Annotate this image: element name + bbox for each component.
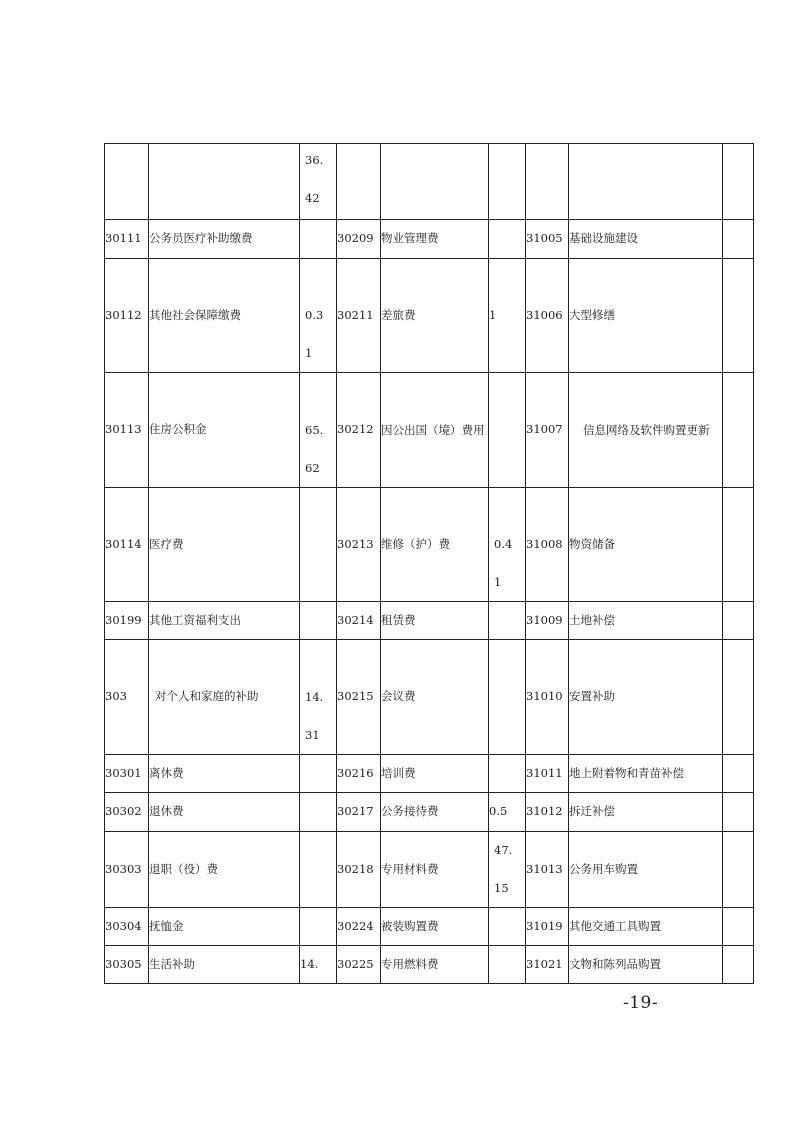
code-cell: 30303 [105, 832, 149, 908]
name-cell: 退休费 [149, 793, 300, 832]
code-cell: 30114 [105, 488, 149, 602]
amount-cell [723, 220, 754, 259]
name-cell: 公务用车购置 [569, 832, 723, 908]
amount-line-1: 0.3 [305, 308, 324, 322]
amount-cell [489, 144, 526, 220]
table-row [105, 755, 754, 793]
code-cell: 30225 [337, 946, 381, 984]
amount-cell: 1 [489, 259, 526, 373]
name-cell: 其他社会保障缴费 [149, 259, 300, 373]
code-cell: 30212 [337, 373, 381, 488]
code-cell: 31009 [526, 602, 569, 640]
amount-cell [723, 144, 754, 220]
code-cell: 30302 [105, 793, 149, 832]
amount-cell [723, 755, 754, 793]
code-cell: 30199 [105, 602, 149, 640]
code-cell: 31019 [526, 908, 569, 946]
amount-cell [300, 144, 337, 220]
name-cell: 土地补偿 [569, 602, 723, 640]
amount-line-2: 31 [305, 728, 320, 742]
code-cell: 30213 [337, 488, 381, 602]
code-cell: 31011 [526, 755, 569, 793]
amount-line-1: 36. [305, 153, 324, 167]
name-cell: 物资储备 [569, 488, 723, 602]
code-cell: 31008 [526, 488, 569, 602]
table-row [105, 373, 754, 488]
code-cell: 30216 [337, 755, 381, 793]
amount-cell [300, 755, 337, 793]
code-cell: 31012 [526, 793, 569, 832]
name-cell: 其他工资福利支出 [149, 602, 300, 640]
amount-cell: 14. [300, 946, 337, 984]
name-cell: 租赁费 [381, 602, 489, 640]
code-cell: 31007 [526, 373, 569, 488]
name-cell: 生活补助 [149, 946, 300, 984]
amount-cell [489, 832, 526, 908]
amount-cell [300, 259, 337, 373]
amount-cell [300, 373, 337, 488]
page-number: -19- [623, 993, 659, 1013]
name-cell [381, 144, 489, 220]
name-cell: 基础设施建设 [569, 220, 723, 259]
name-cell: 抚恤金 [149, 908, 300, 946]
table-row [105, 144, 754, 220]
amount-line-2: 1 [494, 575, 502, 589]
name-cell: 公务接待费 [381, 793, 489, 832]
amount-cell [723, 602, 754, 640]
name-cell: 退职（役）费 [149, 832, 300, 908]
table-row [105, 946, 754, 984]
amount-cell [489, 373, 526, 488]
name-cell: 其他交通工具购置 [569, 908, 723, 946]
name-cell: 被装购置费 [381, 908, 489, 946]
table-row [105, 793, 754, 832]
name-cell: 安置补助 [569, 640, 723, 755]
amount-cell [723, 488, 754, 602]
amount-cell [300, 832, 337, 908]
amount-line-1: 0.4 [494, 537, 513, 551]
code-cell [526, 144, 569, 220]
amount-cell [489, 640, 526, 755]
code-cell: 30218 [337, 832, 381, 908]
name-cell: 离休费 [149, 755, 300, 793]
code-cell: 30209 [337, 220, 381, 259]
name-cell: 物业管理费 [381, 220, 489, 259]
amount-line-1: 14. [305, 690, 324, 704]
code-cell: 30111 [105, 220, 149, 259]
amount-cell [300, 488, 337, 602]
name-cell: 拆迁补偿 [569, 793, 723, 832]
name-cell: 培训费 [381, 755, 489, 793]
table-row [105, 908, 754, 946]
amount-cell: 0.5 [489, 793, 526, 832]
code-cell: 30224 [337, 908, 381, 946]
code-cell [337, 144, 381, 220]
amount-line-2: 1 [305, 346, 313, 360]
table-row [105, 220, 754, 259]
code-cell: 31005 [526, 220, 569, 259]
code-cell: 30113 [105, 373, 149, 488]
name-cell: 因公出国（境）费用 [381, 373, 489, 488]
table-row [105, 602, 754, 640]
code-cell: 30217 [337, 793, 381, 832]
table-row [105, 832, 754, 908]
name-cell: 大型修缮 [569, 259, 723, 373]
code-cell: 30301 [105, 755, 149, 793]
code-cell: 30112 [105, 259, 149, 373]
name-cell: 会议费 [381, 640, 489, 755]
amount-cell [489, 755, 526, 793]
name-cell [569, 373, 723, 488]
code-cell: 31006 [526, 259, 569, 373]
amount-cell [723, 373, 754, 488]
amount-cell [489, 488, 526, 602]
amount-cell [489, 946, 526, 984]
code-cell: 30215 [337, 640, 381, 755]
name-cell: 住房公积金 [149, 373, 300, 488]
table-row [105, 640, 754, 755]
name-cell [149, 144, 300, 220]
code-cell: 30305 [105, 946, 149, 984]
amount-cell [723, 946, 754, 984]
name-cell: 医疗费 [149, 488, 300, 602]
name-text: 信息网络及软件购置更新 [583, 423, 710, 437]
name-cell: 差旅费 [381, 259, 489, 373]
code-cell: 303 [105, 640, 149, 755]
name-cell: 维修（护）费 [381, 488, 489, 602]
name-cell [569, 144, 723, 220]
name-cell: 对个人和家庭的补助 [149, 640, 300, 755]
code-cell: 30211 [337, 259, 381, 373]
code-cell [105, 144, 149, 220]
code-cell: 30304 [105, 908, 149, 946]
amount-cell [300, 640, 337, 755]
expenditure-table [104, 143, 754, 984]
name-cell: 专用材料费 [381, 832, 489, 908]
amount-line-2: 42 [305, 191, 320, 205]
amount-cell [489, 220, 526, 259]
code-cell: 31021 [526, 946, 569, 984]
amount-cell [723, 908, 754, 946]
amount-cell [300, 602, 337, 640]
name-cell: 文物和陈列品购置 [569, 946, 723, 984]
name-cell: 公务员医疗补助缴费 [149, 220, 300, 259]
table-row [105, 259, 754, 373]
amount-line-1: 65. [305, 423, 324, 437]
amount-cell [300, 220, 337, 259]
code-cell: 30214 [337, 602, 381, 640]
amount-line-2: 62 [305, 461, 320, 475]
amount-cell [489, 602, 526, 640]
table-row [105, 488, 754, 602]
code-cell: 31013 [526, 832, 569, 908]
name-cell: 地上附着物和青苗补偿 [569, 755, 723, 793]
amount-line-1: 47. [494, 843, 513, 857]
code-cell: 31010 [526, 640, 569, 755]
amount-cell [723, 259, 754, 373]
name-cell: 专用燃料费 [381, 946, 489, 984]
amount-cell [489, 908, 526, 946]
amount-cell [723, 793, 754, 832]
amount-cell [300, 908, 337, 946]
amount-cell [723, 832, 754, 908]
amount-cell [300, 793, 337, 832]
amount-cell [723, 640, 754, 755]
amount-line-2: 15 [494, 881, 509, 895]
